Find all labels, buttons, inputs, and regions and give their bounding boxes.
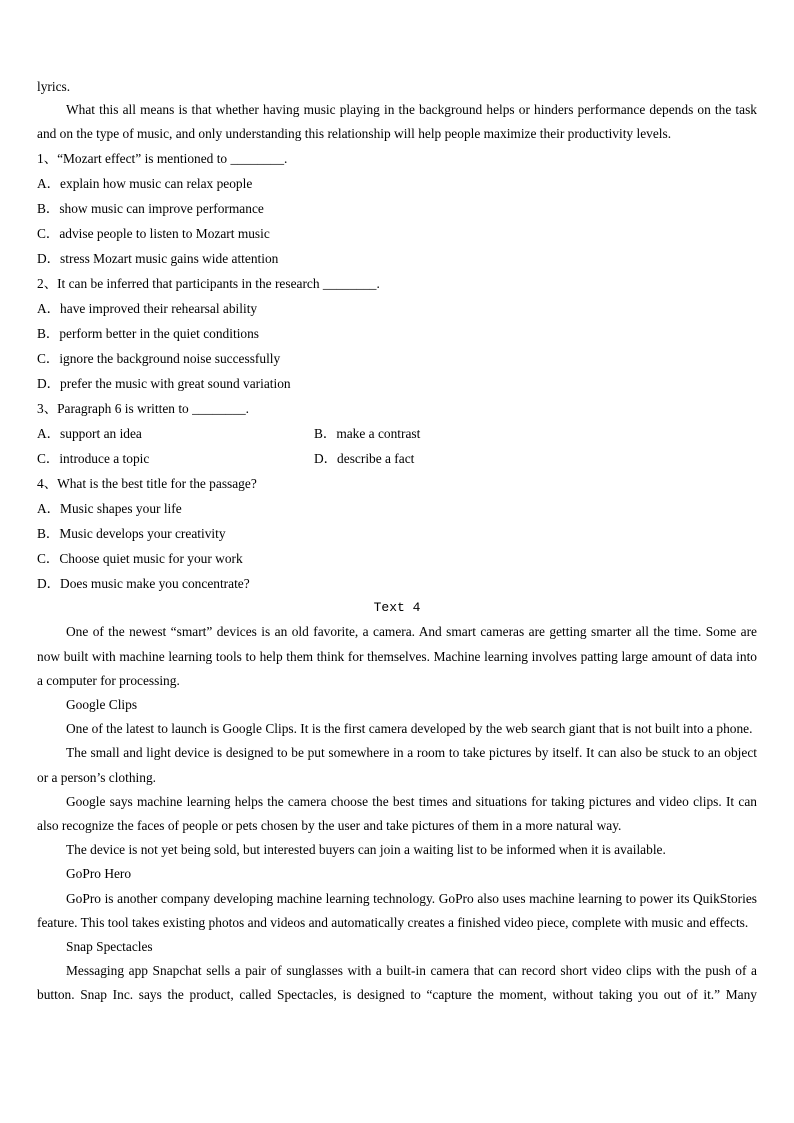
question-3-stem: 3、Paragraph 6 is written to ________.: [37, 401, 249, 417]
question-3-options-row-1: [37, 421, 757, 446]
question-4-option-c: C．Choose quiet music for your work: [37, 551, 243, 567]
question-1-option-a: A．explain how music can relax people: [37, 176, 253, 192]
text4-paragraph-6: GoPro is another company developing machine learning technology. GoPro also uses machine learning to power its QuikStories feature. This tool takes existing photos and videos and automatically creates a finished video piece, complete with music and effects.: [37, 890, 757, 930]
lyrics-line: lyrics.: [37, 79, 71, 94]
question-4-stem: 4、What is the best title for the passage?: [37, 476, 257, 492]
text4-paragraph-2: One of the latest to launch is Google Clips. It is the first camera developed by the web search giant that is not built into a phone.: [66, 721, 753, 737]
text4-subheading-snap-spectacles: Snap Spectacles: [66, 939, 153, 955]
page-content: [37, 74, 757, 1008]
summary-paragraph: What this all means is that whether having music playing in the background helps or hinders performance depends on the task and on the type of music, and only understanding this relationship will help people maximize their productivity levels.: [37, 102, 757, 142]
question-3-option-a: A．support an idea: [37, 426, 142, 442]
question-3-option-d: D．describe a fact: [314, 451, 415, 467]
text4-paragraph-5: The device is not yet being sold, but interested buyers can join a waiting list to be informed when it is available.: [66, 842, 666, 858]
question-3-option-c: C．introduce a topic: [37, 451, 150, 467]
text4-subheading-gopro-hero: GoPro Hero: [66, 866, 132, 882]
question-2-option-a: A．have improved their rehearsal ability: [37, 301, 258, 317]
text4-paragraph-4: Google says machine learning helps the camera choose the best times and situations for taking pictures and video clips. It can also recognize the faces of people or pets chosen by the user and take pictures of them in a more natural way.: [37, 793, 757, 834]
question-2-option-d: D．prefer the music with great sound variation: [37, 376, 291, 392]
question-4-option-b: B．Music develops your creativity: [37, 526, 226, 542]
text4-paragraph-7: Messaging app Snapchat sells a pair of sunglasses with a built-in camera that can record short video clips with the push of a button. Snap Inc. says the product, called Spectacles, is designed to “capture the moment, without taking you out of it.” Many: [37, 963, 757, 1003]
question-3-options-row-2: [37, 446, 757, 471]
question-4-option-d: D．Does music make you concentrate?: [37, 576, 250, 592]
question-1-option-d: D．stress Mozart music gains wide attention: [37, 251, 279, 267]
question-4-option-a: A．Music shapes your life: [37, 501, 182, 517]
text4-paragraph-1: One of the newest “smart” devices is an old favorite, a camera. And smart cameras are getting smarter all the time. Some are now built with machine learning tools to help them think for themselves. Machine learning involves patting large amount of data into a computer for processing.: [37, 624, 757, 688]
question-2-stem: 2、It can be inferred that participants in the research ________.: [37, 276, 380, 292]
question-1-option-b: B．show music can improve performance: [37, 201, 264, 217]
question-2-option-c: C．ignore the background noise successfully: [37, 351, 281, 367]
question-2-option-b: B．perform better in the quiet conditions: [37, 326, 260, 342]
text4-subheading-google-clips: Google Clips: [66, 697, 138, 713]
question-3-option-b: B．make a contrast: [314, 426, 421, 442]
question-1-stem: 1、“Mozart effect” is mentioned to ________.: [37, 151, 288, 167]
text4-heading: Text 4: [373, 600, 421, 616]
text4-paragraph-3: The small and light device is designed to be put somewhere in a room to take pictures by itself. It can also be stuck to an object or a person’s clothing.: [37, 745, 757, 785]
question-1-option-c: C．advise people to listen to Mozart music: [37, 226, 270, 242]
